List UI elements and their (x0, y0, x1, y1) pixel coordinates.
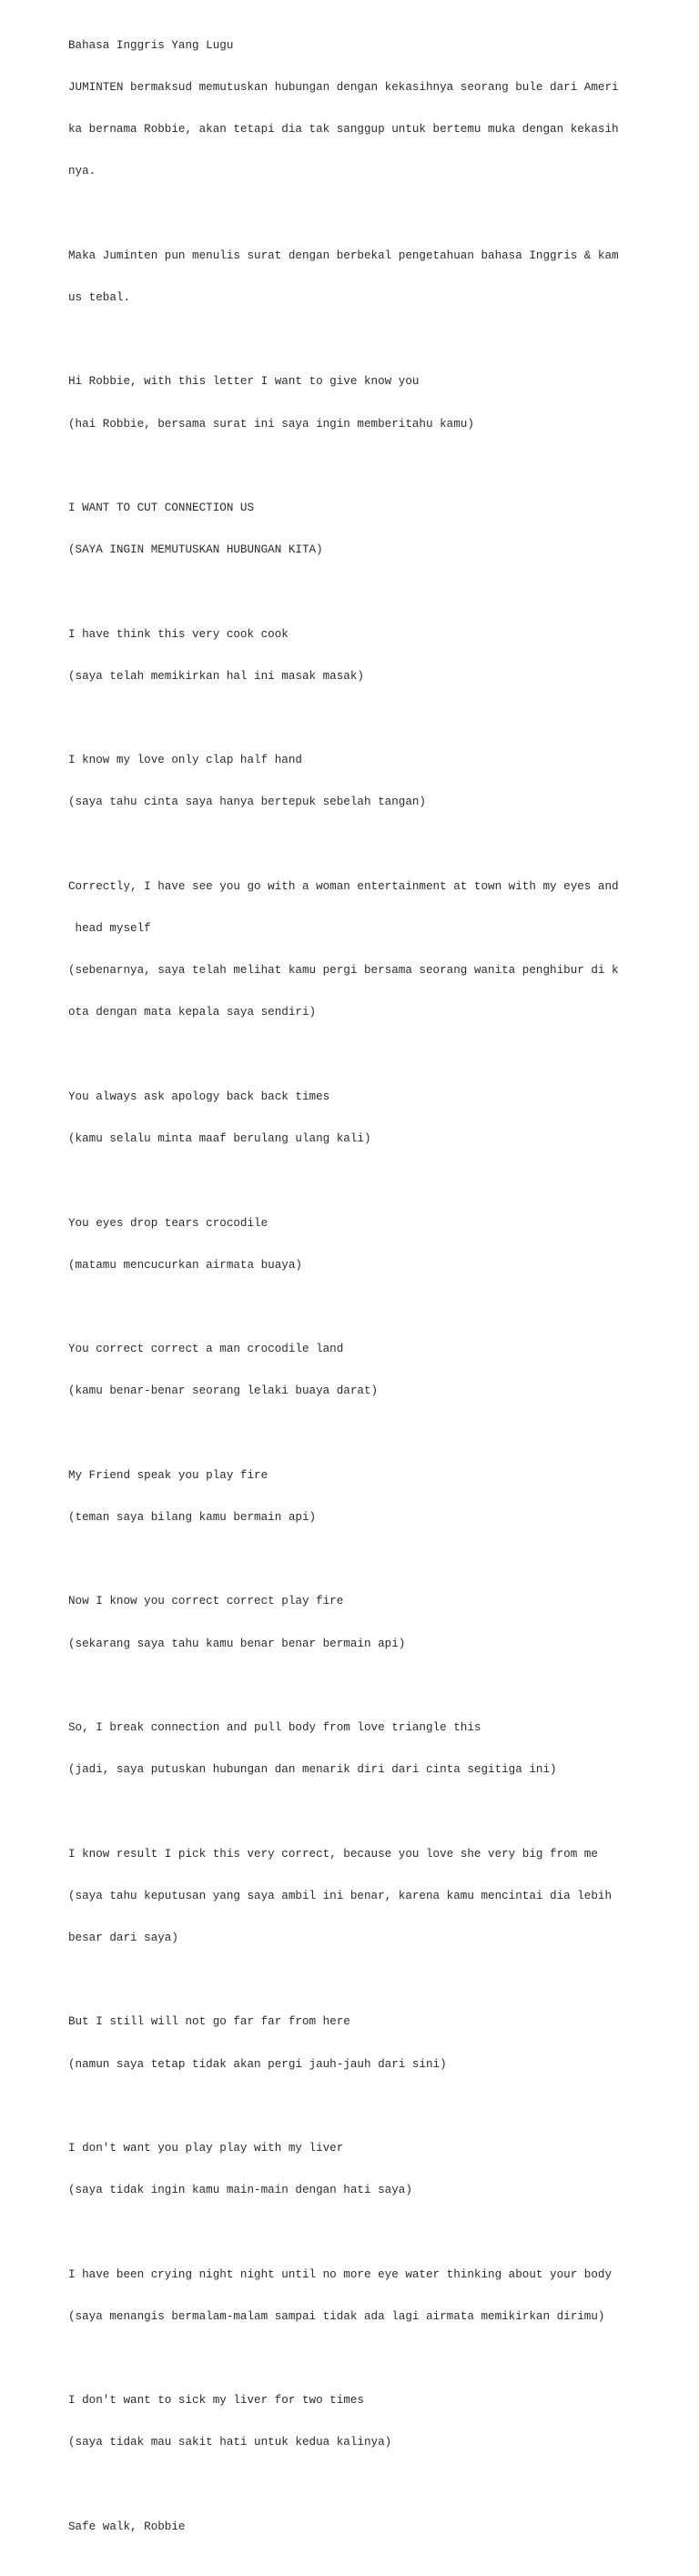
english-line: You eyes drop tears crocodile (68, 1216, 268, 1230)
letter-paragraph (68, 1441, 633, 1553)
letter-paragraph (68, 2240, 633, 2352)
english-line: But I still will not go far far from here (68, 2015, 350, 2029)
translation-line: besar dari saya) (68, 1931, 178, 1944)
translation-line: (saya tidak ingin kamu main-main dengan hati saya) (68, 2184, 412, 2197)
letter-paragraph (68, 852, 633, 1049)
text-line: nya. (68, 165, 96, 178)
intro-paragraph (68, 221, 633, 333)
translation-line: (teman saya bilang kamu bermain api) (68, 1510, 317, 1524)
english-line: Now I know you correct correct play fire (68, 1595, 344, 1608)
translation-line: (sekarang saya tahu kamu benar benar bermain api) (68, 1637, 406, 1650)
translation-line: (kamu selalu minta maaf berulang ulang kali) (68, 1132, 371, 1146)
translation-line: (matamu mencucurkan airmata buaya) (68, 1258, 302, 1272)
translation-line: (SAYA INGIN MEMUTUSKAN HUBUNGAN KITA) (68, 543, 323, 557)
letter-paragraph (68, 1314, 633, 1426)
letter-paragraph (68, 1693, 633, 1805)
english-line: I don't want to sick my liver for two times (68, 2394, 364, 2408)
english-line: My Friend speak you play fire (68, 1468, 268, 1482)
text-line: Maka Juminten pun menulis surat dengan berbekal pengetahuan bahasa Inggris & kam (68, 248, 619, 262)
translation-line: (saya telah memikirkan hal ini masak masak) (68, 669, 364, 683)
letter-paragraph (68, 473, 633, 585)
english-line: Correctly, I have see you go with a woman entertainment at town with my eyes and (68, 879, 619, 893)
text-line: us tebal. (68, 291, 131, 305)
english-line: head myself (68, 922, 151, 936)
translation-line: (saya tahu keputusan yang saya ambil ini benar, karena kamu mencintai dia lebih (68, 1889, 613, 1902)
translation-line: (jadi, saya putuskan hubungan dan menarik diri dari cinta segitiga ini) (68, 1763, 557, 1777)
sign-off-paragraph (68, 2492, 633, 2562)
translation-line: (namun saya tetap tidak akan pergi jauh-jauh dari sini) (68, 2057, 447, 2071)
english-line: I don't want you play play with my liver (68, 2141, 344, 2155)
letter-paragraph (68, 600, 633, 712)
english-line: I WANT TO CUT CONNECTION US (68, 502, 255, 515)
text-line: ka bernama Robbie, akan tetapi dia tak sanggup untuk bertemu muka dengan kekasih (68, 123, 619, 137)
translation-line: (sebenarnya, saya telah melihat kamu pergi bersama seorang wanita penghibur di k (68, 964, 619, 978)
letter-paragraph (68, 2114, 633, 2226)
document-title: Bahasa Inggris Yang Lugu (68, 38, 234, 52)
sign-off-line: Safe walk, Robbie (68, 2520, 186, 2533)
title-paragraph (68, 11, 633, 208)
english-line: I have think this very cook cook (68, 627, 289, 641)
english-line: Hi Robbie, with this letter I want to give know you (68, 375, 420, 389)
translation-line: (kamu benar-benar seorang lelaki buaya darat) (68, 1384, 379, 1398)
letter-paragraph (68, 348, 633, 460)
translation-line: (saya tidak mau sakit hati untuk kedua kalinya) (68, 2436, 392, 2449)
english-line: So, I break connection and pull body from love triangle this (68, 1720, 481, 1734)
letter-paragraph (68, 725, 633, 837)
letter-paragraph (68, 2366, 633, 2478)
letter-paragraph (68, 1820, 633, 1973)
letter-paragraph (68, 1567, 633, 1679)
letter-paragraph (68, 1062, 633, 1174)
text-line: JUMINTEN bermaksud memutuskan hubungan dengan kekasihnya seorang bule dari Ameri (68, 81, 619, 95)
translation-line: ota dengan mata kepala saya sendiri) (68, 1006, 317, 1019)
translation-line: (saya tahu cinta saya hanya bertepuk sebelah tangan) (68, 796, 426, 809)
translation-line: (hai Robbie, bersama surat ini saya ingin memberitahu kamu) (68, 417, 474, 431)
english-line: I know my love only clap half hand (68, 754, 302, 767)
translation-line: (saya menangis bermalam-malam sampai tidak ada lagi airmata memikirkan dirimu) (68, 2309, 605, 2323)
english-line: I know result I pick this very correct, because you love she very big from me (68, 1847, 598, 1861)
english-line: You always ask apology back back times (68, 1090, 330, 1103)
english-line: You correct correct a man crocodile land (68, 1343, 344, 1356)
english-line: I have been crying night night until no more eye water thinking about your body (68, 2267, 613, 2281)
document-page (68, 11, 633, 2576)
letter-paragraph (68, 1189, 633, 1301)
letter-paragraph (68, 1988, 633, 2100)
